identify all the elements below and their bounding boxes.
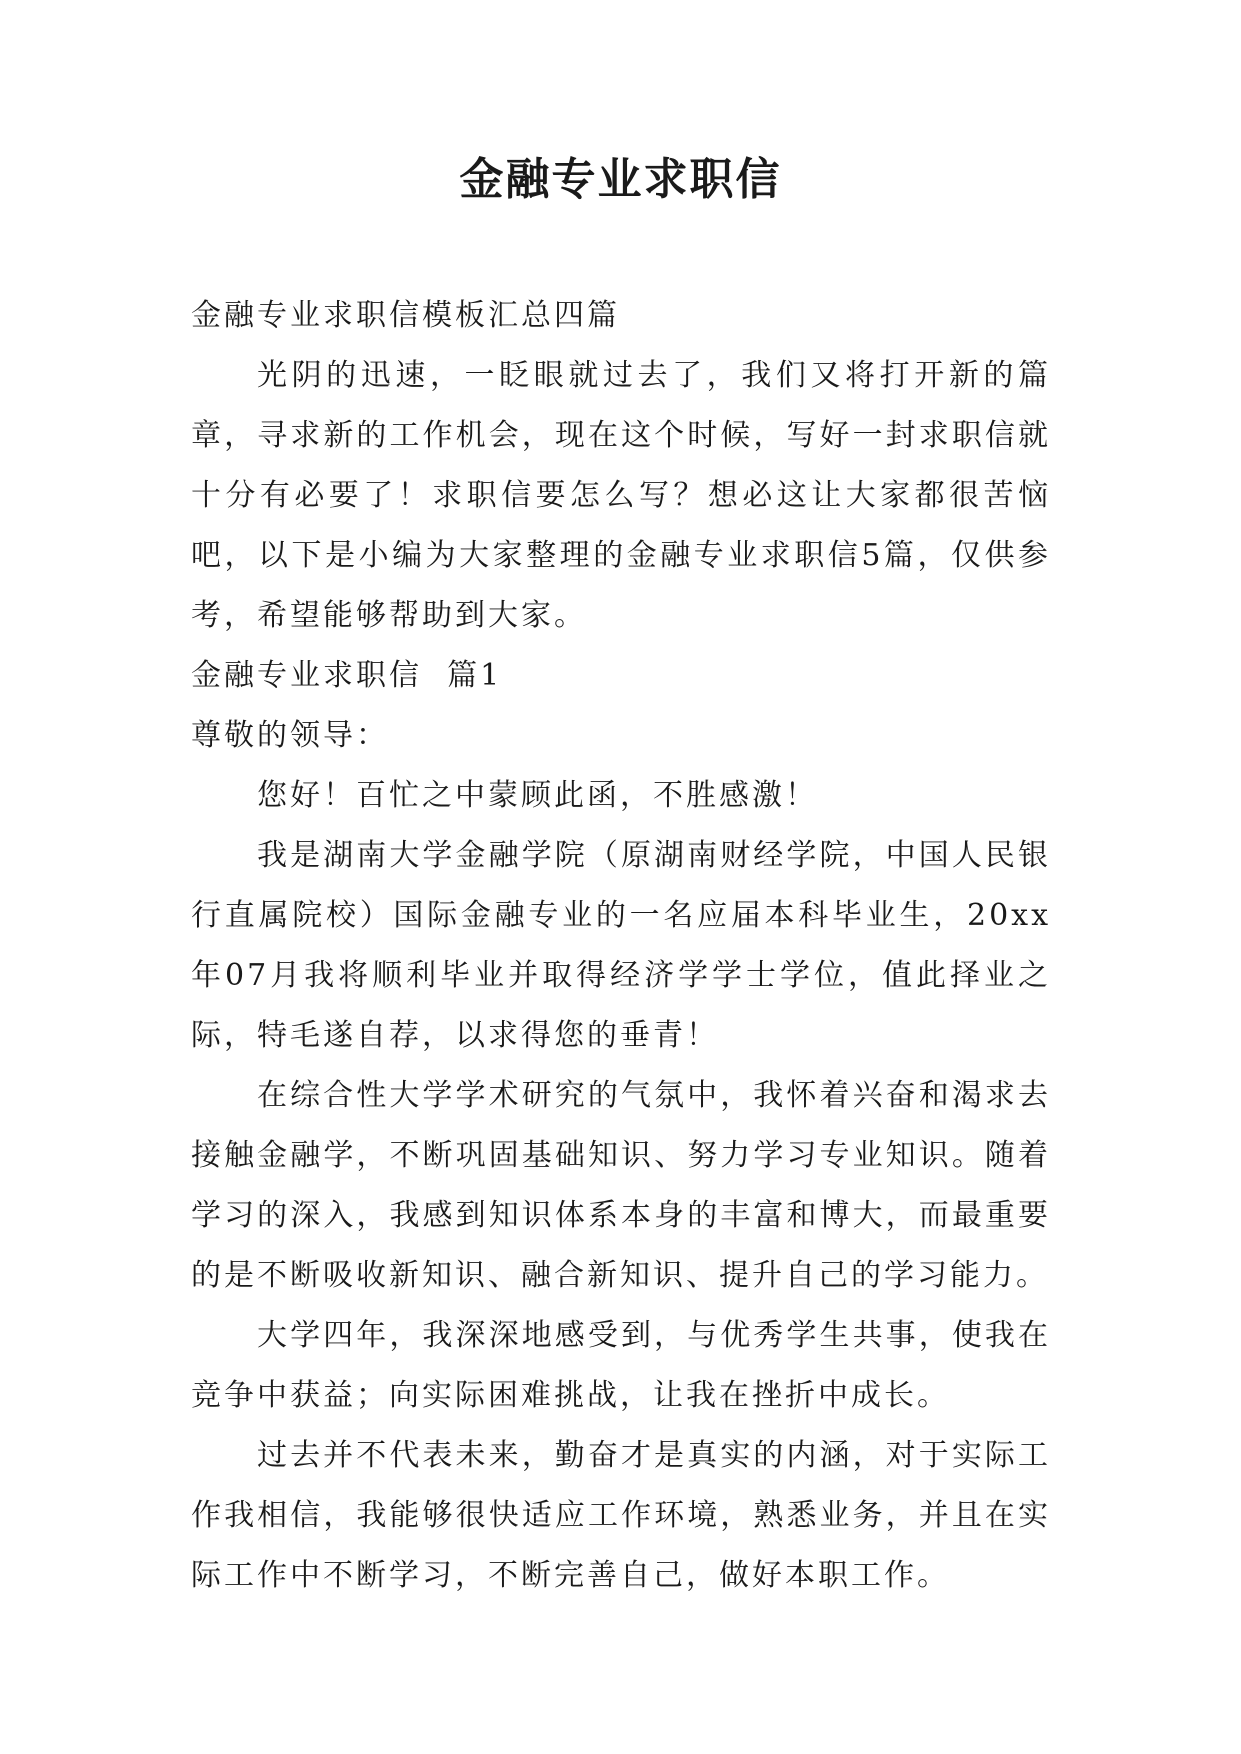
letter-paragraph: 我是湖南大学金融学院（原湖南财经学院，中国人民银行直属院校）国际金融专业的一名应届本科毕业生，20xx年07月我将顺利毕业并取得经济学学士学位，值此择业之际，特毛遂自荐，以求得您的垂青！ (191, 838, 1051, 1053)
intro-paragraph: 光阴的迅速，一眨眼就过去了，我们又将打开新的篇章，寻求新的工作机会，现在这个时候，写好一封求职信就十分有必要了！求职信要怎么写？想必这让大家都很苦恼吧，以下是小编为大家整理的金融专业求职信5篇，仅供参考，希望能够帮助到大家。 (191, 358, 1051, 633)
letter-paragraph: 您好！百忙之中蒙顾此函，不胜感激！ (257, 778, 818, 813)
letter-paragraph: 过去并不代表未来，勤奋才是真实的内涵，对于实际工作我相信，我能够很快适应工作环境，熟悉业务，并且在实际工作中不断学习，不断完善自己，做好本职工作。 (191, 1438, 1051, 1593)
letter-paragraph: 大学四年，我深深地感受到，与优秀学生共事，使我在竞争中获益；向实际困难挑战，让我在挫折中成长。 (191, 1318, 1051, 1413)
salutation: 尊敬的领导： (191, 718, 389, 753)
letter-paragraph: 在综合性大学学术研究的气氛中，我怀着兴奋和渴求去接触金融学，不断巩固基础知识、努力学习专业知识。随着学习的深入，我感到知识体系本身的丰富和博大，而最重要的是不断吸收新知识、融合新知识、提升自己的学习能力。 (191, 1078, 1051, 1293)
page-title: 金融专业求职信 (459, 154, 782, 205)
document-subtitle: 金融专业求职信模板汇总四篇 (191, 298, 620, 333)
section-heading: 金融专业求职信 篇1 (191, 658, 503, 693)
document-body (191, 286, 1051, 1606)
